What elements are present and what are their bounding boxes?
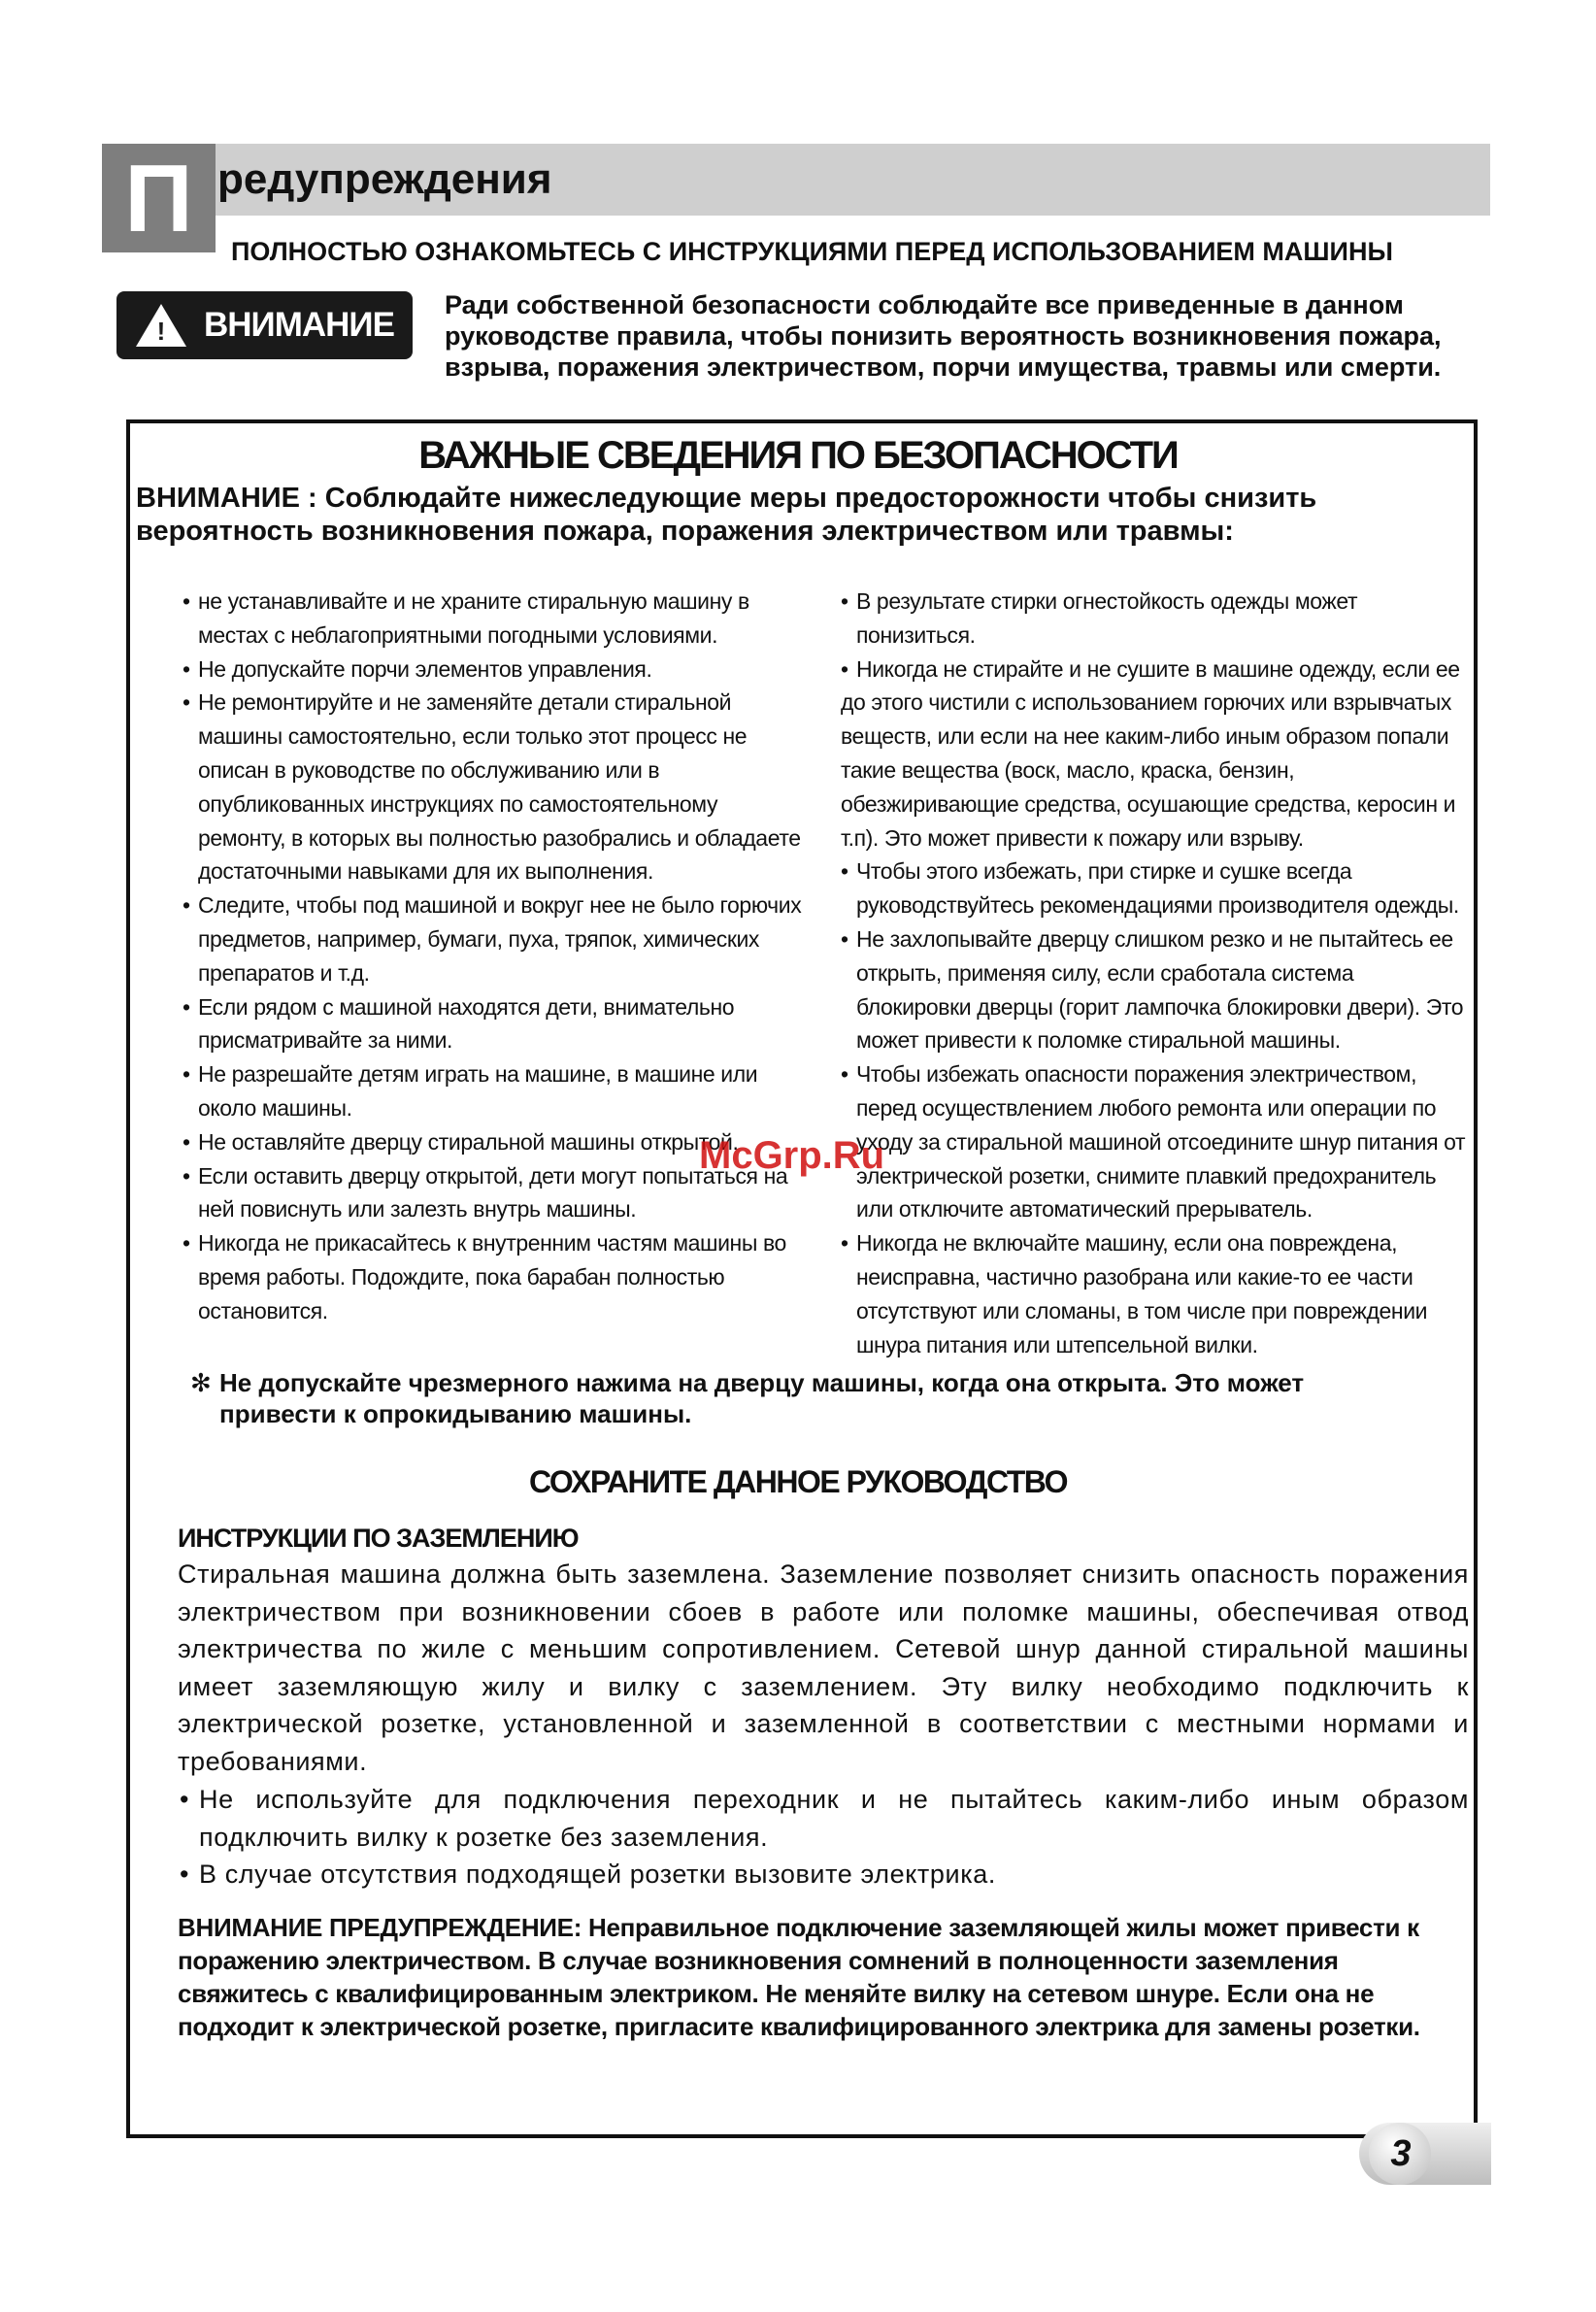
list-item: • Если рядом с машиной находятся дети, внимательно присматривайте за ними. xyxy=(183,990,804,1058)
list-item: • Если оставить дверцу открытой, дети могут попытаться на ней повиснуть или залезть внутрь машины. xyxy=(183,1159,804,1227)
list-item: • Не допускайте порчи элементов управления. xyxy=(183,653,804,687)
list-item: • Никогда не прикасайтесь к внутренним частям машины во время работы. Подождите, пока барабан полностью остановится. xyxy=(183,1226,804,1327)
door-pressure-note xyxy=(190,1367,1404,1429)
list-item: • Не разрешайте детям играть на машине, в машине или около машины. xyxy=(183,1057,804,1125)
grounding-warning: ВНИМАНИЕ ПРЕДУПРЕЖДЕНИЕ: Неправильное подключение заземляющей жилы может привести к поражению электричеством. В случае возникновения сомнений в полноценности заземления свяжитесь с квалифицированным электриком. Не меняйте вилку на сетевом шнуре. Если она не подходит к электрической розетке, пригласите квалифицированного электрика для замены розетки. xyxy=(178,1913,1420,2041)
safety-list-right xyxy=(841,585,1472,1361)
save-manual-title: СОХРАНИТЕ ДАННОЕ РУКОВОДСТВО xyxy=(529,1464,1067,1499)
page-title: редупреждения xyxy=(217,155,552,203)
list-item: • Никогда не включайте машину, если она повреждена, неисправна, частично разобрана или какие-то ее части отсутствуют или сломаны, в том числе при повреждении шнура питания или штепсельной вилки. xyxy=(841,1226,1472,1361)
door-pressure-note-text: Не допускайте чрезмерного нажима на дверцу машины, когда она открыта. Это может привести к опрокидыванию машины. xyxy=(219,1368,1305,1428)
page-number: 3 xyxy=(1390,2133,1412,2174)
header-initial-letter: П xyxy=(102,144,216,252)
grounding-list xyxy=(178,1781,1469,1893)
list-item: • Не используйте для подключения переходник и не пытайтесь каким-либо иным образом подключить вилку к розетке без заземления. xyxy=(178,1781,1469,1856)
safety-title: ВАЖНЫЕ СВЕДЕНИЯ ПО БЕЗОПАСНОСТИ xyxy=(418,434,1178,477)
list-item: • Чтобы этого избежать, при стирке и сушке всегда руководствуйтесь рекомендациями производителя одежды. xyxy=(841,854,1472,922)
list-item: • Чтобы избежать опасности поражения электричеством, перед осуществлением любого ремонта или операции по уходу за стиральной машиной отсоедините шнур питания от электрической розетки, снимите плавкий предохранитель или отключите автоматический прерыватель. xyxy=(841,1057,1472,1226)
list-item-continuation: до этого чистили с использованием горючих или взрывчатых веществ, или если на нее каким-либо иным образом попали такие вещества (воск, масло, краска, бензин, обезжиривающие средства, осушающие средства, керосин и т.п). Это может привести к пожару или взрыву. xyxy=(841,689,1456,851)
asterisk-icon: ✻ xyxy=(190,1368,212,1397)
list-item: • Никогда не стирайте и не сушите в машине одежду, если ее xyxy=(841,653,1472,687)
caution-badge xyxy=(116,291,413,359)
safety-list-left xyxy=(183,585,804,1328)
list-item: • не устанавливайте и не храните стиральную машину в местах с неблагоприятными погодными условиями. xyxy=(183,585,804,653)
caution-text: Ради собственной безопасности соблюдайте все приведенные в данном руководстве правила, чтобы понизить вероятность возникновения пожара, взрыва, поражения электричеством, порчи имущества, травмы или смерти. xyxy=(445,290,1442,382)
grounding-heading: ИНСТРУКЦИИ ПО ЗАЗЕМЛЕНИЮ xyxy=(178,1524,579,1553)
list-item: • Не захлопывайте дверцу слишком резко и не пытайтесь ее открыть, применяя силу, если сработала система блокировки дверцы (горит лампочка блокировки двери). Это может привести к поломке стиральной машины. xyxy=(841,922,1472,1057)
safety-intro: ВНИМАНИЕ : Соблюдайте нижеследующие меры предосторожности чтобы снизить вероятность возникновения пожара, поражения электричеством или травмы: xyxy=(136,483,1317,547)
watermark: McGrp.Ru xyxy=(699,1134,885,1177)
page-subtitle: ПОЛНОСТЬЮ ОЗНАКОМЬТЕСЬ С ИНСТРУКЦИЯМИ ПЕРЕД ИСПОЛЬЗОВАНИЕМ МАШИНЫ xyxy=(231,237,1393,266)
list-item: • Не ремонтируйте и не заменяйте детали стиральной машины самостоятельно, если только этот процесс не описан в руководстве по обслуживанию или в опубликованных инструкциях по самостоятельному ремонту, в которых вы полностью разобрались и обладаете достаточными навыками для их выполнения. xyxy=(183,686,804,888)
list-item: • В результате стирки огнестойкость одежды может понизиться. xyxy=(841,585,1472,653)
exclamation-mark: ! xyxy=(156,317,166,346)
list-item: • В случае отсутствия подходящей розетки вызовите электрика. xyxy=(178,1856,1469,1893)
caution-label: ВНИМАНИЕ xyxy=(204,306,394,344)
grounding-text: Стиральная машина должна быть заземлена. Заземление позволяет снизить опасность поражения электричеством при возникновении сбоев в работе или поломке машины, обеспечивая отвод электричества по жиле с меньшим сопротивлением. Сетевой шнур данной стиральной машины имеет заземляющую жилу и вилку с заземлением. Эту вилку необходимо подключить к электрической розетке, установленной и заземленной в соответствии с местными нормами и требованиями. xyxy=(178,1559,1469,1776)
list-item: • Следите, чтобы под машиной и вокруг нее не было горючих предметов, например, бумаги, пуха, тряпок, химических препаратов и т.д. xyxy=(183,888,804,989)
list-item: • Не оставляйте дверцу стиральной машины открытой. xyxy=(183,1125,804,1159)
